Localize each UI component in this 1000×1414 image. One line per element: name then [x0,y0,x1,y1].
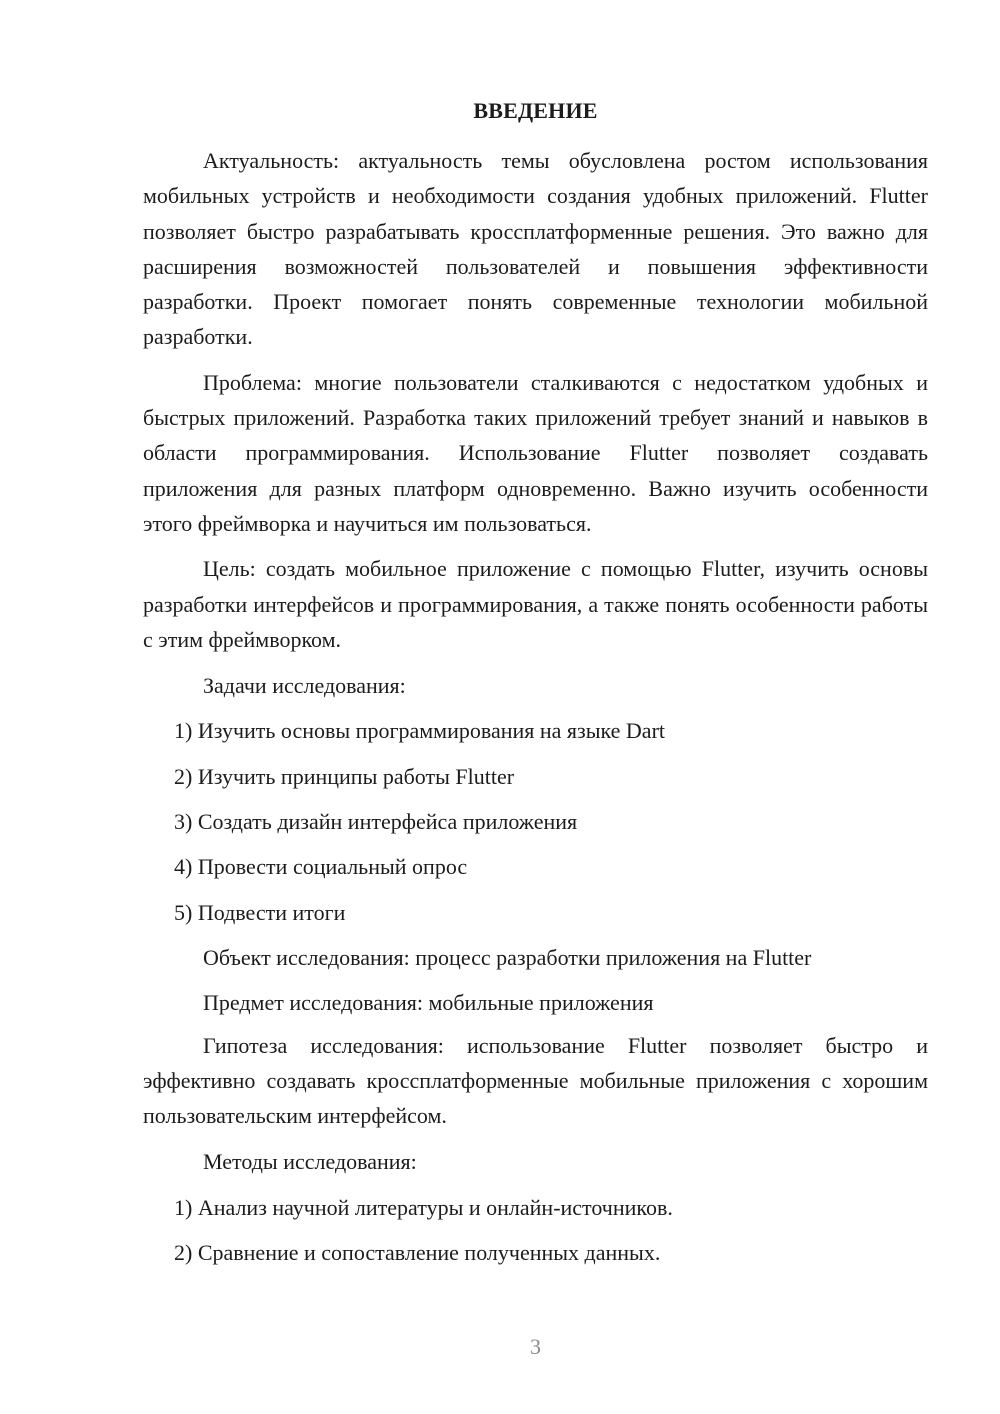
list-item: 3) Создать дизайн интерфейса приложения [174,809,578,835]
goal-paragraph: Цель: создать мобильное приложение с помощью Flutter, изучить основы разработки интерфейсов и программирования, а также понять особенности работы с этим фреймворком. [143,556,928,652]
relevance-paragraph: Актуальность: актуальность темы обусловлена ростом использования мобильных устройств и необходимости создания удобных приложений. Flutter позволяет быстро разрабатывать кроссплатформенные решения. Это важно для расширения возможностей пользователей и повышения эффективности разработки. Проект помогает понять современные технологии мобильной разработки. [143,148,928,350]
methods-heading: Методы исследования: [203,1149,417,1175]
list-item: 2) Сравнение и сопоставление полученных данных. [174,1240,661,1266]
list-item: 5) Подвести итоги [174,899,346,925]
hypothesis-paragraph: Гипотеза исследования: использование Flutter позволяет быстро и эффективно создавать кроссплатформенные мобильные приложения с хорошим пользовательским интерфейсом. [143,1032,928,1129]
list-item: 1) Анализ научной литературы и онлайн-источников. [174,1194,673,1220]
tasks-heading: Задачи исследования: [203,673,406,699]
problem-paragraph: Проблема: многие пользователи сталкиваются с недостатком удобных и быстрых приложений. Разработка таких приложений требует знаний и навыков в области программирования. Использование Flutter позволяет создавать приложения для разных платформ одновременно. Важно изучить особенности этого фреймворка и научиться им пользоваться. [143,369,928,536]
list-item: 2) Изучить принципы работы Flutter [174,763,515,789]
document-body [143,143,928,1275]
page-number: 3 [530,1334,541,1359]
list-item: 1) Изучить основы программирования на языке Dart [174,718,666,744]
tasks-list [143,708,928,934]
page-title: ВВЕДЕНИЕ [473,98,598,123]
methods-list [143,1185,928,1276]
list-item: 4) Провести социальный опрос [174,854,468,880]
subject-line: Предмет исследования: мобильные приложения [203,990,654,1016]
object-line: Объект исследования: процесс разработки приложения на Flutter [203,944,812,970]
